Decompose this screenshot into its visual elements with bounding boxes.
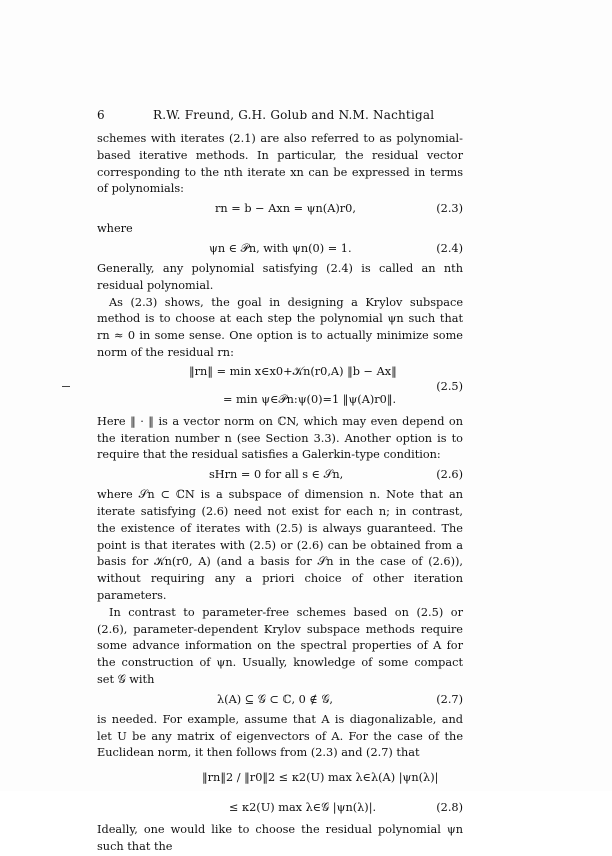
paragraph: Here ‖ · ‖ is a vector norm on ℂN, which may even depend on the iteration number n (see Section 3.3). Another option is to require that the residual satisfies a Galerkin-type condition: — [97, 414, 463, 462]
equation-2-6 — [97, 464, 463, 487]
paragraph: In contrast to parameter-free schemes based on (2.5) or (2.6), parameter-dependent Krylov subspace methods require some advance information on the spectral properties of A for the construction of ψn. Usually, knowledge of some compact set 𝒢 with — [97, 605, 463, 686]
equation-2-7 — [97, 689, 463, 712]
equation-text: λ(A) ⊆ 𝒢 ⊂ ℂ, 0 ∉ 𝒢, — [217, 692, 334, 706]
equation-text: sHrn = 0 for all s ∈ 𝒮n, — [209, 468, 344, 482]
margin-mark — [62, 386, 70, 387]
paragraph: where — [97, 222, 133, 236]
paragraph: where 𝒮n ⊂ ℂN is a subspace of dimension n. Note that an iterate satisfying (2.6) need not exist for each n; in contrast, the existence of iterates with (2.5) is always guaranteed. The point is that iterates with (2.5) or (2.6) can be obtained from a basis for 𝒦n(r0, A) (and a basis for 𝒮n in the case of (2.6)), without requiring any a priori choice of other iteration parameters. — [97, 488, 463, 602]
paragraph: As (2.3) shows, the goal in designing a Krylov subspace method is to choose at each step the polynomial ψn such that rn ≈ 0 in some sense. One option is to actually minimize some norm of the residual rn: — [97, 295, 463, 359]
equation-number: (2.3) — [436, 202, 463, 216]
equation-text: ψn ∈ 𝒫n, with ψn(0) = 1. — [209, 241, 352, 255]
equation-2-8 — [97, 762, 463, 822]
equation-number: (2.5) — [436, 379, 463, 393]
equation-text: rn = b − Axn = ψn(A)r0, — [215, 202, 356, 216]
paragraph: Generally, any polynomial satisfying (2.4) is called an nth residual polynomial. — [97, 261, 463, 292]
paragraph: is needed. For example, assume that A is diagonalizable, and let U be any matrix of eigenvectors of A. For the case of the Euclidean norm, it then follows from (2.3) and (2.7) that — [97, 712, 463, 760]
equation-2-3 — [97, 198, 463, 221]
body-text — [97, 131, 463, 856]
equation-line: = min ψ∈𝒫n:ψ(0)=1 ‖ψ(A)r0‖. — [223, 392, 397, 406]
equation-2-4 — [97, 238, 463, 261]
paragraph: Ideally, one would like to choose the residual polynomial ψn such that the — [97, 823, 463, 853]
equation-line: ≤ κ2(U) max λ∈𝒢 |ψn(λ)|. — [229, 801, 377, 815]
equation-number: (2.8) — [436, 801, 463, 815]
equation-line: ‖rn‖2 / ‖r0‖2 ≤ κ2(U) max λ∈λ(A) |ψn(λ)| — [202, 771, 439, 785]
running-head-authors: R.W. Freund, G.H. Golub and N.M. Nachtigal — [153, 108, 435, 122]
equation-number: (2.7) — [436, 692, 463, 706]
equation-line: ‖rn‖ = min x∈x0+𝒦n(r0,A) ‖b − Ax‖ — [189, 364, 397, 378]
equation-2-5 — [97, 362, 463, 414]
equation-number: (2.4) — [436, 241, 463, 255]
page-number: 6 — [97, 108, 105, 122]
paragraph: schemes with iterates (2.1) are also referred to as polynomial-based iterative methods. In particular, the residual vector corresponding to the nth iterate xn can be expressed in terms of polynomials: — [97, 132, 463, 196]
equation-number: (2.6) — [436, 468, 463, 482]
